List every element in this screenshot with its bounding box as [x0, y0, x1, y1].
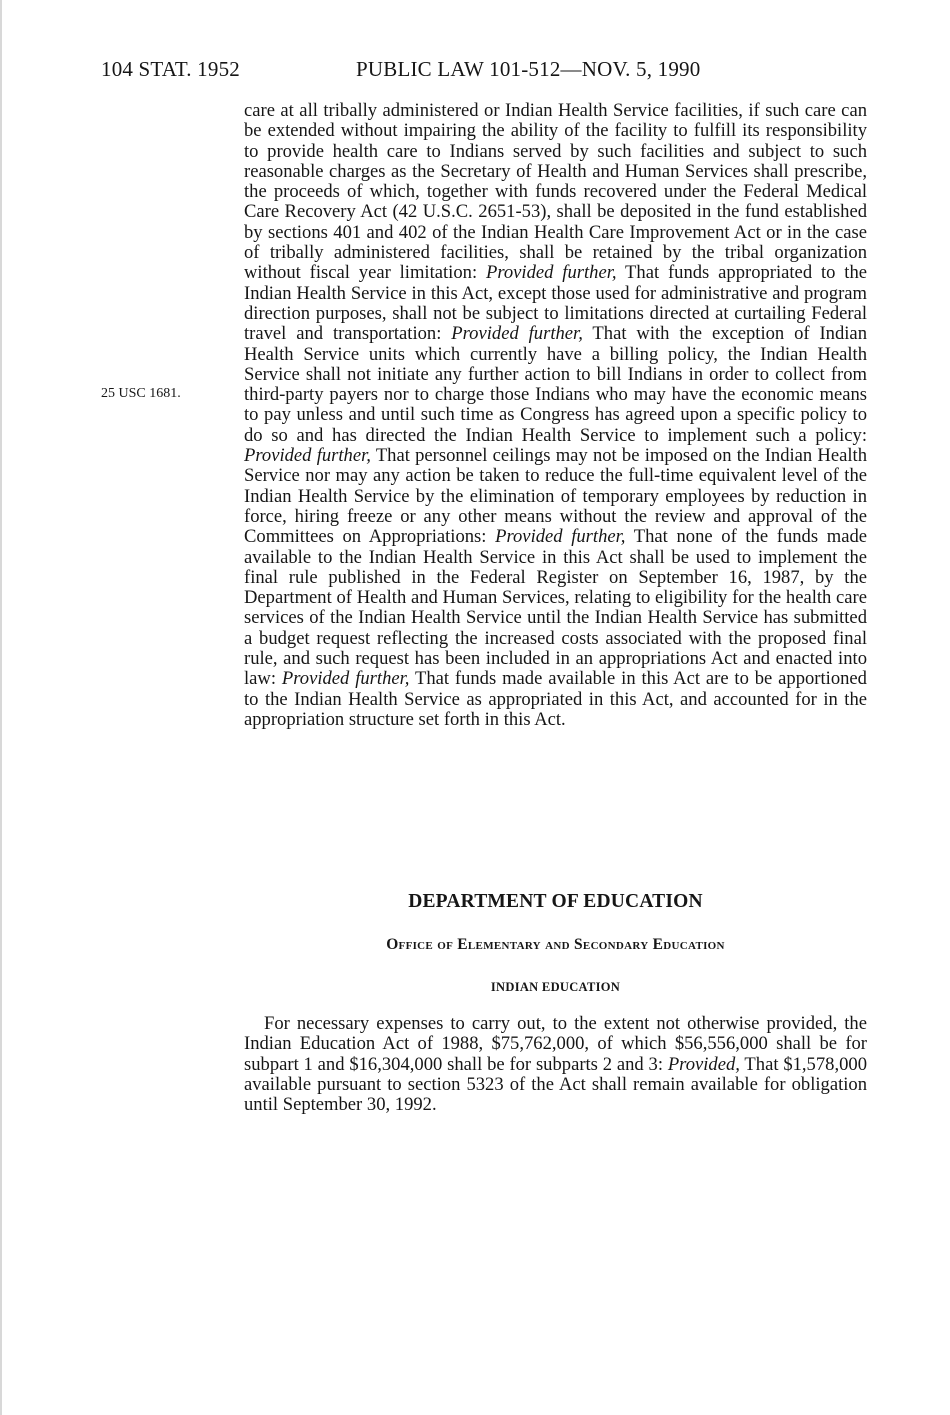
text-segment: That with the exception of Indian Health Service units which currently have a billing policy, the Indian Health Service shall not initiate any further action to bill Indians in order to collect from third-party payers nor to charge those Indians who may have the economic means to pay unless and until such time as Congress has agreed upon a specific policy to do so and has directed the Indian Health Service to implement such a policy: [244, 323, 867, 446]
proviso-phrase: Provided further, [485, 262, 617, 284]
indian-education-subheading: INDIAN EDUCATION [490, 980, 621, 994]
proviso-phrase: Provided, [667, 1053, 740, 1075]
running-head-law-title: PUBLIC LAW 101-512—NOV. 5, 1990 [356, 57, 701, 81]
text-segment: That $1,578,000 available pursuant to section 5323 of the Act shall remain available for obligation until September 30, 1992. [244, 1053, 867, 1116]
proviso-phrase: Provided further, [495, 526, 626, 548]
text-segment: That funds appropriated to the Indian Health Service in this Act, except those used for administrative and program direction purposes, shall not be subject to limitations directed at curtailing Federal travel and transportation: [244, 262, 867, 345]
statute-page-reference: 104 STAT. 1952 [101, 57, 240, 81]
text-segment: That personnel ceilings may not be imposed on the Indian Health Service nor may any action be taken to reduce the full-time equivalent level of the Indian Health Service by the elimination of temporary employees by reduction in force, hiring freeze or any other means without the review and approval of the Committees on Appropriations: [244, 445, 867, 548]
office-heading: Office of Elementary and Secondary Education [386, 936, 725, 953]
department-heading: DEPARTMENT OF EDUCATION [408, 891, 703, 912]
text-segment: care at all tribally administered or Indian Health Service facilities, if such care can be extended without impairing the ability of the facility to fulfill its responsibility to provide health care to Indians served by such facilities and subject to such reasonable charges as the Secretary of Health and Human Services shall prescribe, the proceeds of which, together with funds recovered under the Federal Medical Care Recovery Act (42 U.S.C. 2651-53), shall be deposited in the fund established by sections 401 and 402 of the Indian Health Care Improvement Act or in the case of tribally administered facilities, shall be retained by the tribal organization without fiscal year limitation: [244, 100, 867, 284]
proviso-phrase: Provided further, [281, 668, 410, 690]
proviso-phrase: Provided further, [451, 323, 583, 345]
page-edge [0, 0, 2, 1415]
margin-citation-note: 25 USC 1681. [101, 386, 181, 401]
indian-health-provisions-paragraph [244, 101, 867, 730]
indian-education-paragraph [244, 1014, 867, 1115]
text-segment: That none of the funds made available to the Indian Health Service in this Act shall be used to implement the final rule published in the Federal Register on September 16, 1987, by the Department of Health and Human Services, relating to eligibility for the health care services of the Indian Health Service until the Indian Health Service has submitted a budget request reflecting the increased costs associated with the proposed final rule, and such request has been included in an appropriations Act and enacted into law: [244, 526, 868, 690]
text-segment: For necessary expenses to carry out, to the extent not otherwise provided, the Indian Education Act of 1988, $75,762,000, of which $56,556,000 shall be for subpart 1 and $16,304,000 shall be for subparts 2 and 3: [244, 1013, 867, 1075]
text-segment: That funds made available in this Act are to be apportioned to the Indian Health Service as appropriated in this Act, and accounted for in the appropriation structure set forth in this Act. [244, 668, 867, 730]
proviso-phrase: Provided further, [244, 445, 371, 467]
